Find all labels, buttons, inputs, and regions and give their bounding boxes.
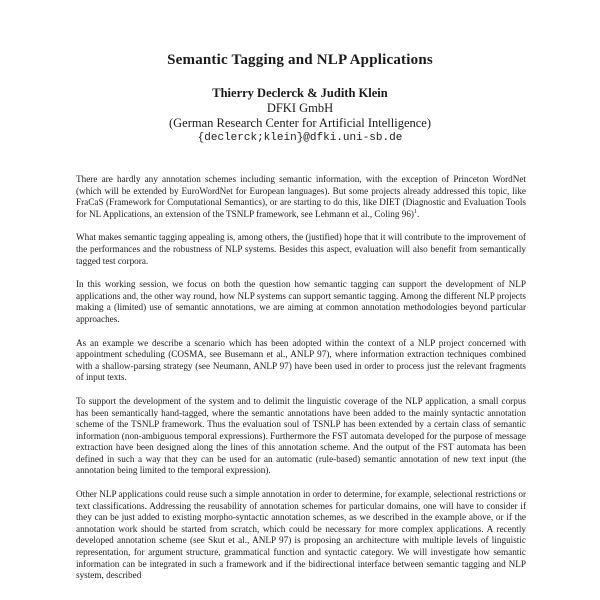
author-names: Thierry Declerck & Judith Klein <box>212 86 388 100</box>
affiliation: DFKI GmbH <box>266 101 334 115</box>
paragraph-1-text: There are hardly any annotation schemes including semantic information, with the exception of Princeton WordNet (which will be extended by EuroWordNet for European languages). But some projects already addressed this topic, like FraCaS (Framework for Computational Semantics), or are starting to do this, like DIET (Diagnostic and Evaluation Tools for NL Applications, an extension of the TSNLP framework, see Lehmann et al., Coling 96) <box>76 174 526 219</box>
paper-title: Semantic Tagging and NLP Applications <box>167 52 433 68</box>
paragraph-3: In this working session, we focus on both the question how semantic tagging can support the development of NLP applications and, the other way round, how NLP systems can support semantic tagging. Among the different NLP projects making a (limited) use of semantic annotations, we are aiming at common annotation methodologies beyond particular approaches. <box>76 279 526 324</box>
paragraph-6: Other NLP applications could reuse such a simple annotation in order to determine, for example, selectional restrictions or text classifications. Addressing the reusability of annotation schemes for particular domains, one will have to consider if they can be just added to existing morpho-syntactic annotation schemes, as we described in the example above, or if the annotation work should be started from scratch, which could be necessary for more complex applications. A recently developed annotation scheme (see Skut et al., ANLP 97) is proposing an architecture with multiple levels of linguistic representation, for argument structure, grammatical function and syntactic category. We will investigate how semantic information can be integrated in such a framework and if the bidirectional interface between semantic tagging and NLP system, described <box>76 489 526 581</box>
paper-body <box>76 174 526 594</box>
paragraph-2: What makes semantic tagging appealing is, among others, the (justified) hope that it will contribute to the improvement of the performances and the robustness of NLP systems. Besides this aspect, evaluation will also benefit from semantically tagged test corpora. <box>76 232 526 266</box>
paragraph-1 <box>76 174 526 220</box>
affiliation-full: (German Research Center for Artificial Intelligence) <box>168 116 432 130</box>
author-email: {declerck;klein}@dfki.uni-sb.de <box>197 132 403 144</box>
paragraph-4: As an example we describe a scenario which has been adopted within the context of a NLP project concerned with appointment scheduling (COSMA, see Busemann et al., ANLP 97), where information extraction techniques combined with a shallow-parsing strategy (see Neumann, ANLP 97) have been used in order to process just the relevant fragments of input texts. <box>76 337 526 383</box>
paragraph-1-end: . <box>417 208 420 219</box>
footnote-marker: 1 <box>414 208 417 215</box>
paragraph-5: To support the development of the system and to delimit the linguistic coverage of the NLP application, a small corpus has been semantically hand-tagged, where the semantic annotations have been added to the mainly syntactic annotation scheme of the TSNLP framework. Thus the evaluation soul of TSNLP has been extended by a certain class of semantic information (non-ambiguous temporal expressions). Furthermore the FST automata developed for the purpose of message extraction have been designed along the lines of this annotation scheme. And the output of the FST automata has been defined in such a way that they can be used for an automatic (rule-based) semantic annotation of new text input (the annotation being limited to the temporal expression). <box>76 395 526 476</box>
author-block <box>0 86 600 146</box>
